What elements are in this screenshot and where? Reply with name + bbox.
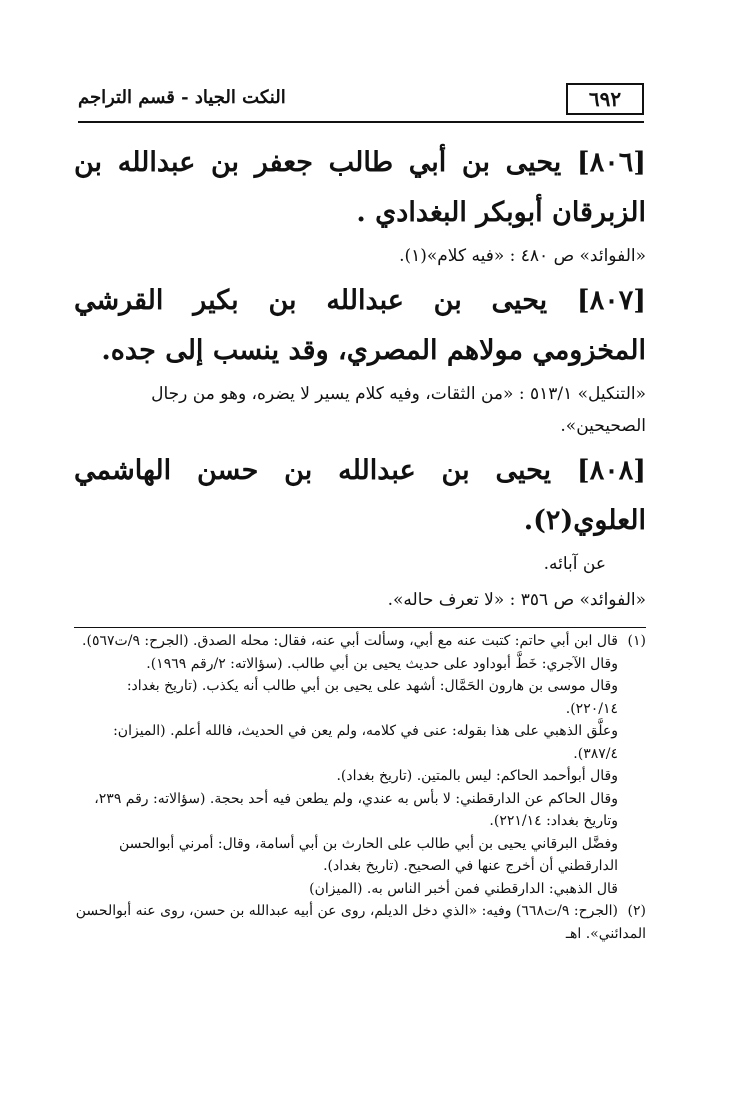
footnotes	[74, 630, 646, 945]
header-rule	[78, 121, 644, 123]
footnote-line: وقال الحاكم عن الدارقطني: لا بأس به عندي، ولم يطعن فيه أحد بحجة. (سؤالاته: رقم ٢٣٩، وتاريخ بغداد: ٢٢١/١٤).	[94, 790, 618, 829]
footnote-line	[74, 630, 646, 653]
footnote-line: وعلَّق الذهبي على هذا بقوله: عنى في كلامه، ولم يعن في الحديث، فالله أعلم. (الميزان: ٣٨٧/٤).	[113, 723, 618, 762]
entry-807	[74, 276, 646, 442]
footnote-line: وقال موسى بن هارون الحَمَّال: أشهد على يحيى بن أبي طالب أنه يكذب. (تاريخ بغداد: ٢٢٠/١٤).	[126, 678, 618, 717]
footnote-1	[74, 630, 646, 900]
running-title: النكت الجياد - قسم التراجم	[78, 87, 286, 108]
footnote-text: قال ابن أبي حاتم: كتبت عنه مع أبي، وسألت أبي عنه، فقال: محله الصدق. (الجرح: ٩/ت٥٦٧).	[82, 633, 618, 649]
entry-title: [٨٠٦] يحيى بن أبي طالب جعفر بن عبدالله بن الزبرقان أبوبكر البغدادي .	[74, 147, 646, 228]
footnote-number: (٢)	[627, 903, 646, 919]
entries	[74, 138, 646, 620]
page-number: ٦٩٢	[566, 83, 644, 115]
entry-808	[74, 446, 646, 616]
footnote-line	[74, 900, 646, 945]
page-header	[78, 83, 644, 123]
entry-citation: «الفوائد» ص ٤٨٠ : «فيه كلام»(١).	[399, 246, 646, 266]
entry-806	[74, 138, 646, 272]
entry-citation: «الفوائد» ص ٣٥٦ : «لا تعرف حاله».	[387, 590, 646, 610]
entry-citation: «التنكيل» ٥١٣/١ : «من الثقات، وفيه كلام يسير لا يضره، وهو من رجال الصحيحين».	[151, 384, 646, 436]
footnote-line: وقال أبوأحمد الحاكم: ليس بالمتين. (تاريخ بغداد).	[336, 768, 618, 784]
footnote-text: (الجرح: ٩/ت٦٦٨) وفيه: «الذي دخل الديلم، روى عن أبيه عبدالله بن حسن، روى عنه أبوالحسن المدائني». اهـ	[75, 903, 646, 942]
footnote-2	[74, 900, 646, 945]
footnote-rule	[74, 627, 646, 628]
footnote-line: قال الذهبي: الدارقطني فمن أخبر الناس به. (الميزان)	[309, 880, 618, 897]
entry-title: [٨٠٨] يحيى بن عبدالله بن حسن الهاشمي العلوي(٢).	[74, 455, 646, 536]
footnote-line: وفضَّل البرقاني يحيى بن أبي طالب على الحارث بن أبي أسامة، وقال: أمرني أبوالحسن الدارقطني أن أخرج عنها في الصحيح. (تاريخ بغداد).	[118, 835, 618, 874]
entry-title: [٨٠٧] يحيى بن عبدالله بن بكير القرشي المخزومي مولاهم المصري، وقد ينسب إلى جده.	[74, 285, 646, 366]
entry-intro: عن آبائه.	[543, 554, 606, 574]
footnote-number: (١)	[627, 633, 646, 649]
footnote-line: وقال الآجري: خَطَّ أبوداود على حديث يحيى بن أبي طالب. (سؤالاته: ٢/رقم ١٩٦٩).	[146, 655, 618, 672]
